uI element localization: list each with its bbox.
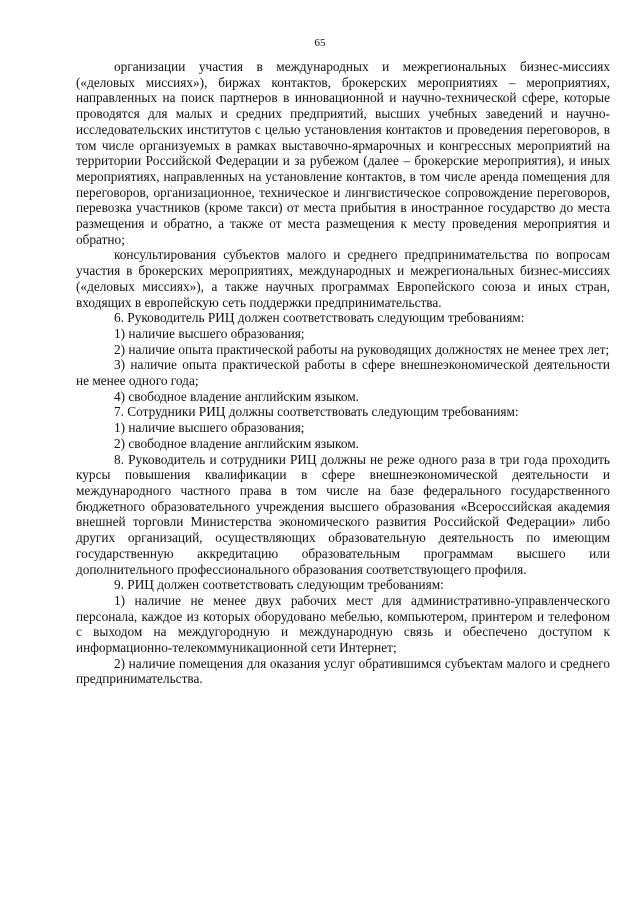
list-item-7-1: 1) наличие высшего образования; <box>114 420 305 436</box>
list-item-6-1: 1) наличие высшего образования; <box>114 325 305 341</box>
paragraph-9-ric-requirements: 9. РИЦ должен соответствовать следующим требованиям: <box>114 577 444 593</box>
list-item-6-2: 2) наличие опыта практической работы на руководящих должностях не менее трех лет; <box>114 341 610 357</box>
document-body <box>76 59 610 687</box>
paragraph-6-head-requirements: 6. Руководитель РИЦ должен соответствовать следующим требованиям: <box>114 310 525 326</box>
list-item-9-2: 2) наличие помещения для оказания услуг обратившимся субъектам малого и среднего предпринимательства. <box>76 655 610 687</box>
paragraph-7-staff-requirements: 7. Сотрудники РИЦ должны соответствовать следующим требованиям: <box>114 404 519 420</box>
paragraph-8-training: 8. Руководитель и сотрудники РИЦ должны не реже одного раза в три года проходить курсы повышения квалификации в сфере внешнеэкономической деятельности и международного частного права в том числе на базе федерального государственного бюджетного образовательного учреждения высшего образования «Всероссийская академия внешней торговли Министерства экономического развития Российской Федерации» либо других организаций, осуществляющих образовательную деятельность по имеющим государственную аккредитацию образовательным программам высшего или дополнительного профессионального образования соответствующего профиля. <box>76 451 610 577</box>
paragraph-consulting: консультирования субъектов малого и среднего предпринимательства по вопросам участия в брокерских мероприятиях, международных и межрегиональных бизнес-миссиях («деловых миссиях»), а также научных программах Европейского союза и иных стран, входящих в европейскую сеть поддержки предпринимательства. <box>76 247 610 310</box>
list-item-6-4: 4) свободное владение английским языком. <box>114 388 359 404</box>
list-item-6-3: 3) наличие опыта практической работы в сфере внешнеэкономической деятельности не менее одного года; <box>76 357 610 389</box>
paragraph-business-missions: организации участия в международных и межрегиональных бизнес-миссиях («деловых миссиях»), биржах контактов, брокерских мероприятиях – мероприятиях, направленных на поиск партнеров в инновационной и научно-технической сфере, которые проводятся для малых и средних предприятий, высших учебных заведений и научно-исследовательских институтов с целью установления контактов и проведения переговоров, в том числе организуемых в рамках выставочно-ярмарочных и конгрессных мероприятий на территории Российской Федерации и за рубежом (далее – брокерские мероприятия), и иных мероприятиях, направленных на установление контактов, в том числе аренда помещения для переговоров, организационное, техническое и лингвистическое сопровождение переговоров, перевозка участников (кроме такси) от места прибытия в иностранное государство до места размещения и обратно, а также от места размещения к месту проведения мероприятия и обратно; <box>76 59 610 247</box>
page-number: 65 <box>314 37 326 49</box>
list-item-9-1: 1) наличие не менее двух рабочих мест для административно-управленческого персонала, каждое из которых оборудовано мебелью, компьютером, принтером и телефоном с выходом на междугородную и международную связь и обеспечено доступом к информационно-телекоммуникационной сети Интернет; <box>76 592 610 656</box>
list-item-7-2: 2) свободное владение английским языком. <box>114 435 359 451</box>
